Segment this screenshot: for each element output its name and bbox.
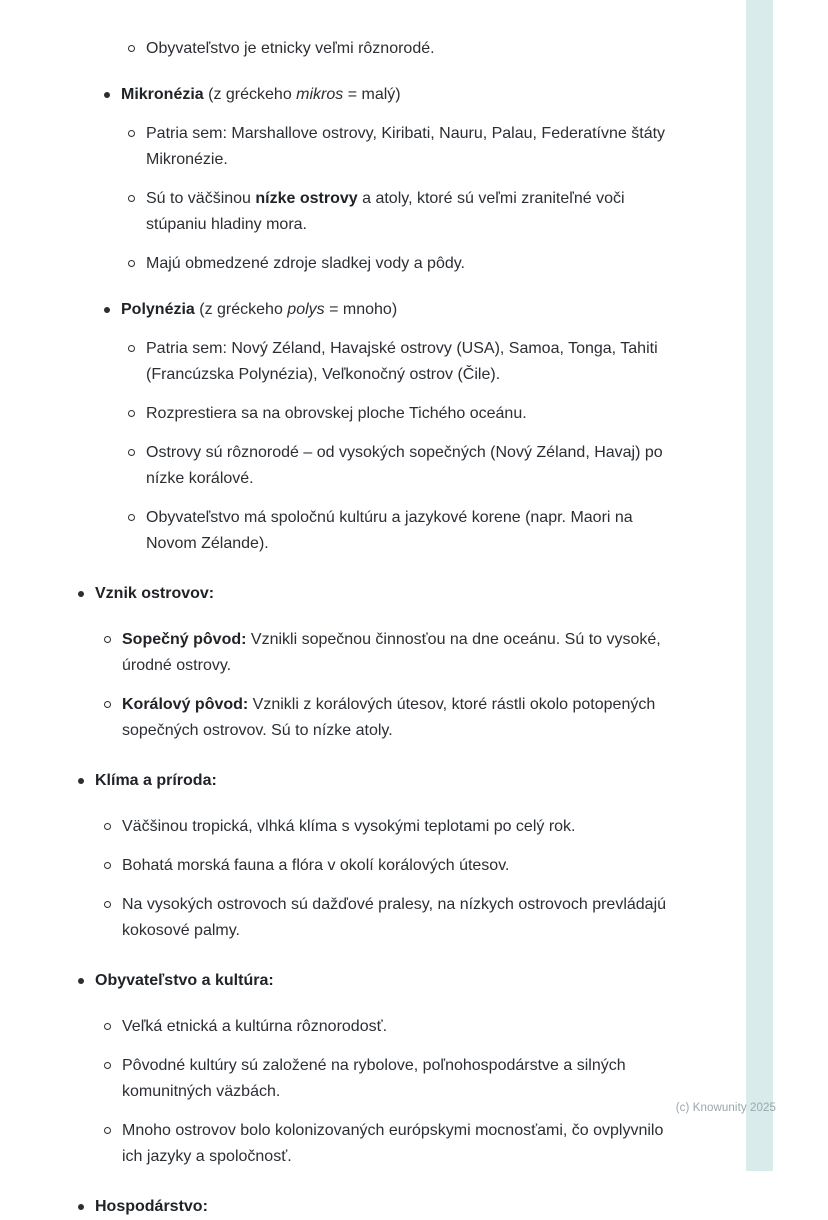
list-item — [128, 251, 670, 277]
list-item-text: Veľká etnická a kultúrna rôznorodosť. — [122, 1018, 388, 1035]
list-item — [128, 336, 670, 388]
list-item — [128, 440, 670, 492]
bullet-circle-icon — [128, 45, 135, 52]
list-item-text: Pôvodné kultúry sú založené na rybolove, poľnohospodárstve a silných komunitných väzbách. — [122, 1057, 626, 1100]
bullet-disc-icon — [104, 307, 110, 313]
list-item-text: Sú to väčšinou nízke ostrovy a atoly, ktoré sú veľmi zraniteľné voči stúpaniu hladiny mora. — [146, 190, 625, 233]
list-item-text: Majú obmedzené zdroje sladkej vody a pôdy. — [146, 255, 465, 272]
list-item-text: Ostrovy sú rôznorodé – od vysokých sopečných (Nový Zéland, Havaj) po nízke korálové. — [146, 444, 663, 487]
bullet-circle-icon — [128, 345, 135, 352]
list-item — [128, 36, 670, 62]
bullet-circle-icon — [128, 260, 135, 267]
list-item — [104, 1053, 670, 1105]
list-item — [104, 627, 670, 679]
list-item-text: Mikronézia (z gréckeho mikros = malý) — [121, 86, 401, 103]
list-item — [104, 814, 670, 840]
list-item-text: Vznik ostrovov: — [95, 585, 215, 602]
list-item-text: Korálový pôvod: Vznikli z korálových útesov, ktoré rástli okolo potopených sopečných ostrovov. Sú to nízke atoly. — [122, 696, 656, 739]
list-item — [104, 853, 670, 879]
list-item-text: Mnoho ostrovov bolo kolonizovaných európskymi mocnosťami, čo ovplyvnilo ich jazyky a spoločnosť. — [122, 1122, 664, 1165]
list-item — [104, 1014, 670, 1040]
list-item — [104, 297, 670, 323]
bullet-circle-icon — [128, 195, 135, 202]
bullet-circle-icon — [128, 514, 135, 521]
bullet-circle-icon — [104, 701, 111, 708]
bullet-disc-icon — [104, 92, 110, 98]
list-item — [128, 121, 670, 173]
bullet-circle-icon — [128, 449, 135, 456]
list-item — [104, 1118, 670, 1170]
list-item-text: Klíma a príroda: — [95, 772, 217, 789]
list-item — [128, 186, 670, 238]
list-item-text: Rozprestiera sa na obrovskej ploche Tichého oceánu. — [146, 405, 527, 422]
list-item — [78, 1194, 670, 1220]
list-item — [104, 82, 670, 108]
bullet-circle-icon — [104, 1127, 111, 1134]
list-item-text: Obyvateľstvo má spoločnú kultúru a jazykové korene (napr. Maori na Novom Zélande). — [146, 509, 633, 552]
bullet-circle-icon — [104, 636, 111, 643]
bullet-circle-icon — [104, 862, 111, 869]
list-item — [104, 692, 670, 744]
bullet-circle-icon — [128, 130, 135, 137]
list-item — [128, 505, 670, 557]
list-item — [128, 401, 670, 427]
accent-stripe — [746, 0, 773, 1171]
bullet-disc-icon — [78, 978, 84, 984]
list-item-text: Bohatá morská fauna a flóra v okolí korálových útesov. — [122, 857, 510, 874]
bullet-circle-icon — [104, 901, 111, 908]
list-item-text: Na vysokých ostrovoch sú dažďové pralesy, na nízkych ostrovoch prevládajú kokosové palmy. — [122, 896, 667, 939]
list-item-text: Väčšinou tropická, vlhká klíma s vysokými teplotami po celý rok. — [122, 818, 576, 835]
list-item-text: Sopečný pôvod: Vznikli sopečnou činnosťou na dne oceánu. Sú to vysoké, úrodné ostrovy. — [122, 631, 661, 674]
document-list — [78, 0, 670, 1220]
list-item — [104, 892, 670, 944]
list-item — [78, 968, 670, 994]
bullet-disc-icon — [78, 1204, 84, 1210]
bullet-disc-icon — [78, 778, 84, 784]
bullet-disc-icon — [78, 591, 84, 597]
footer-copyright: (c) Knowunity 2025 — [675, 1102, 776, 1114]
bullet-circle-icon — [104, 1023, 111, 1030]
list-item-text: Obyvateľstvo je etnicky veľmi rôznorodé. — [146, 40, 435, 57]
list-item-text: Hospodárstvo: — [95, 1198, 208, 1215]
bullet-circle-icon — [128, 410, 135, 417]
list-item — [78, 768, 670, 794]
list-item-text: Patria sem: Nový Zéland, Havajské ostrovy (USA), Samoa, Tonga, Tahiti (Francúzska Polynézia), Veľkonočný ostrov (Čile). — [146, 340, 658, 383]
list-item-text: Patria sem: Marshallove ostrovy, Kiribati, Nauru, Palau, Federatívne štáty Mikronézie. — [146, 125, 666, 168]
bullet-circle-icon — [104, 1062, 111, 1069]
list-item-text: Polynézia (z gréckeho polys = mnoho) — [121, 301, 398, 318]
bullet-circle-icon — [104, 823, 111, 830]
list-item-text: Obyvateľstvo a kultúra: — [95, 972, 274, 989]
list-item — [78, 581, 670, 607]
